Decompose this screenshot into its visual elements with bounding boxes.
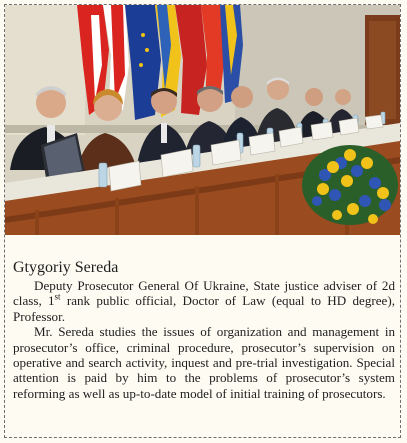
bio-part2: rank public official, Doctor of Law (equal to HD degree), Professor. [13, 293, 395, 324]
bio-superscript: st [54, 292, 61, 303]
person-bio [13, 278, 395, 324]
person-description: Mr. Sereda studies the issues of organization and management in prosecutor’s office, criminal procedure, prosecutor’s supervision on operative and search activity, inquest and pre-trial investigation. Special attention is paid by him to the problems of prosecutor’s system reforming as well as up-to-date model of initial training of prosecutors. [13, 324, 395, 401]
conference-photo [5, 5, 400, 235]
person-name: Gtygoriy Sereda [13, 259, 119, 276]
bio-part1: Deputy Prosecutor General Of Ukraine, State justice adviser of 2d class, 1 [13, 278, 395, 309]
caption [13, 259, 395, 401]
flower-bouquet [302, 145, 398, 225]
